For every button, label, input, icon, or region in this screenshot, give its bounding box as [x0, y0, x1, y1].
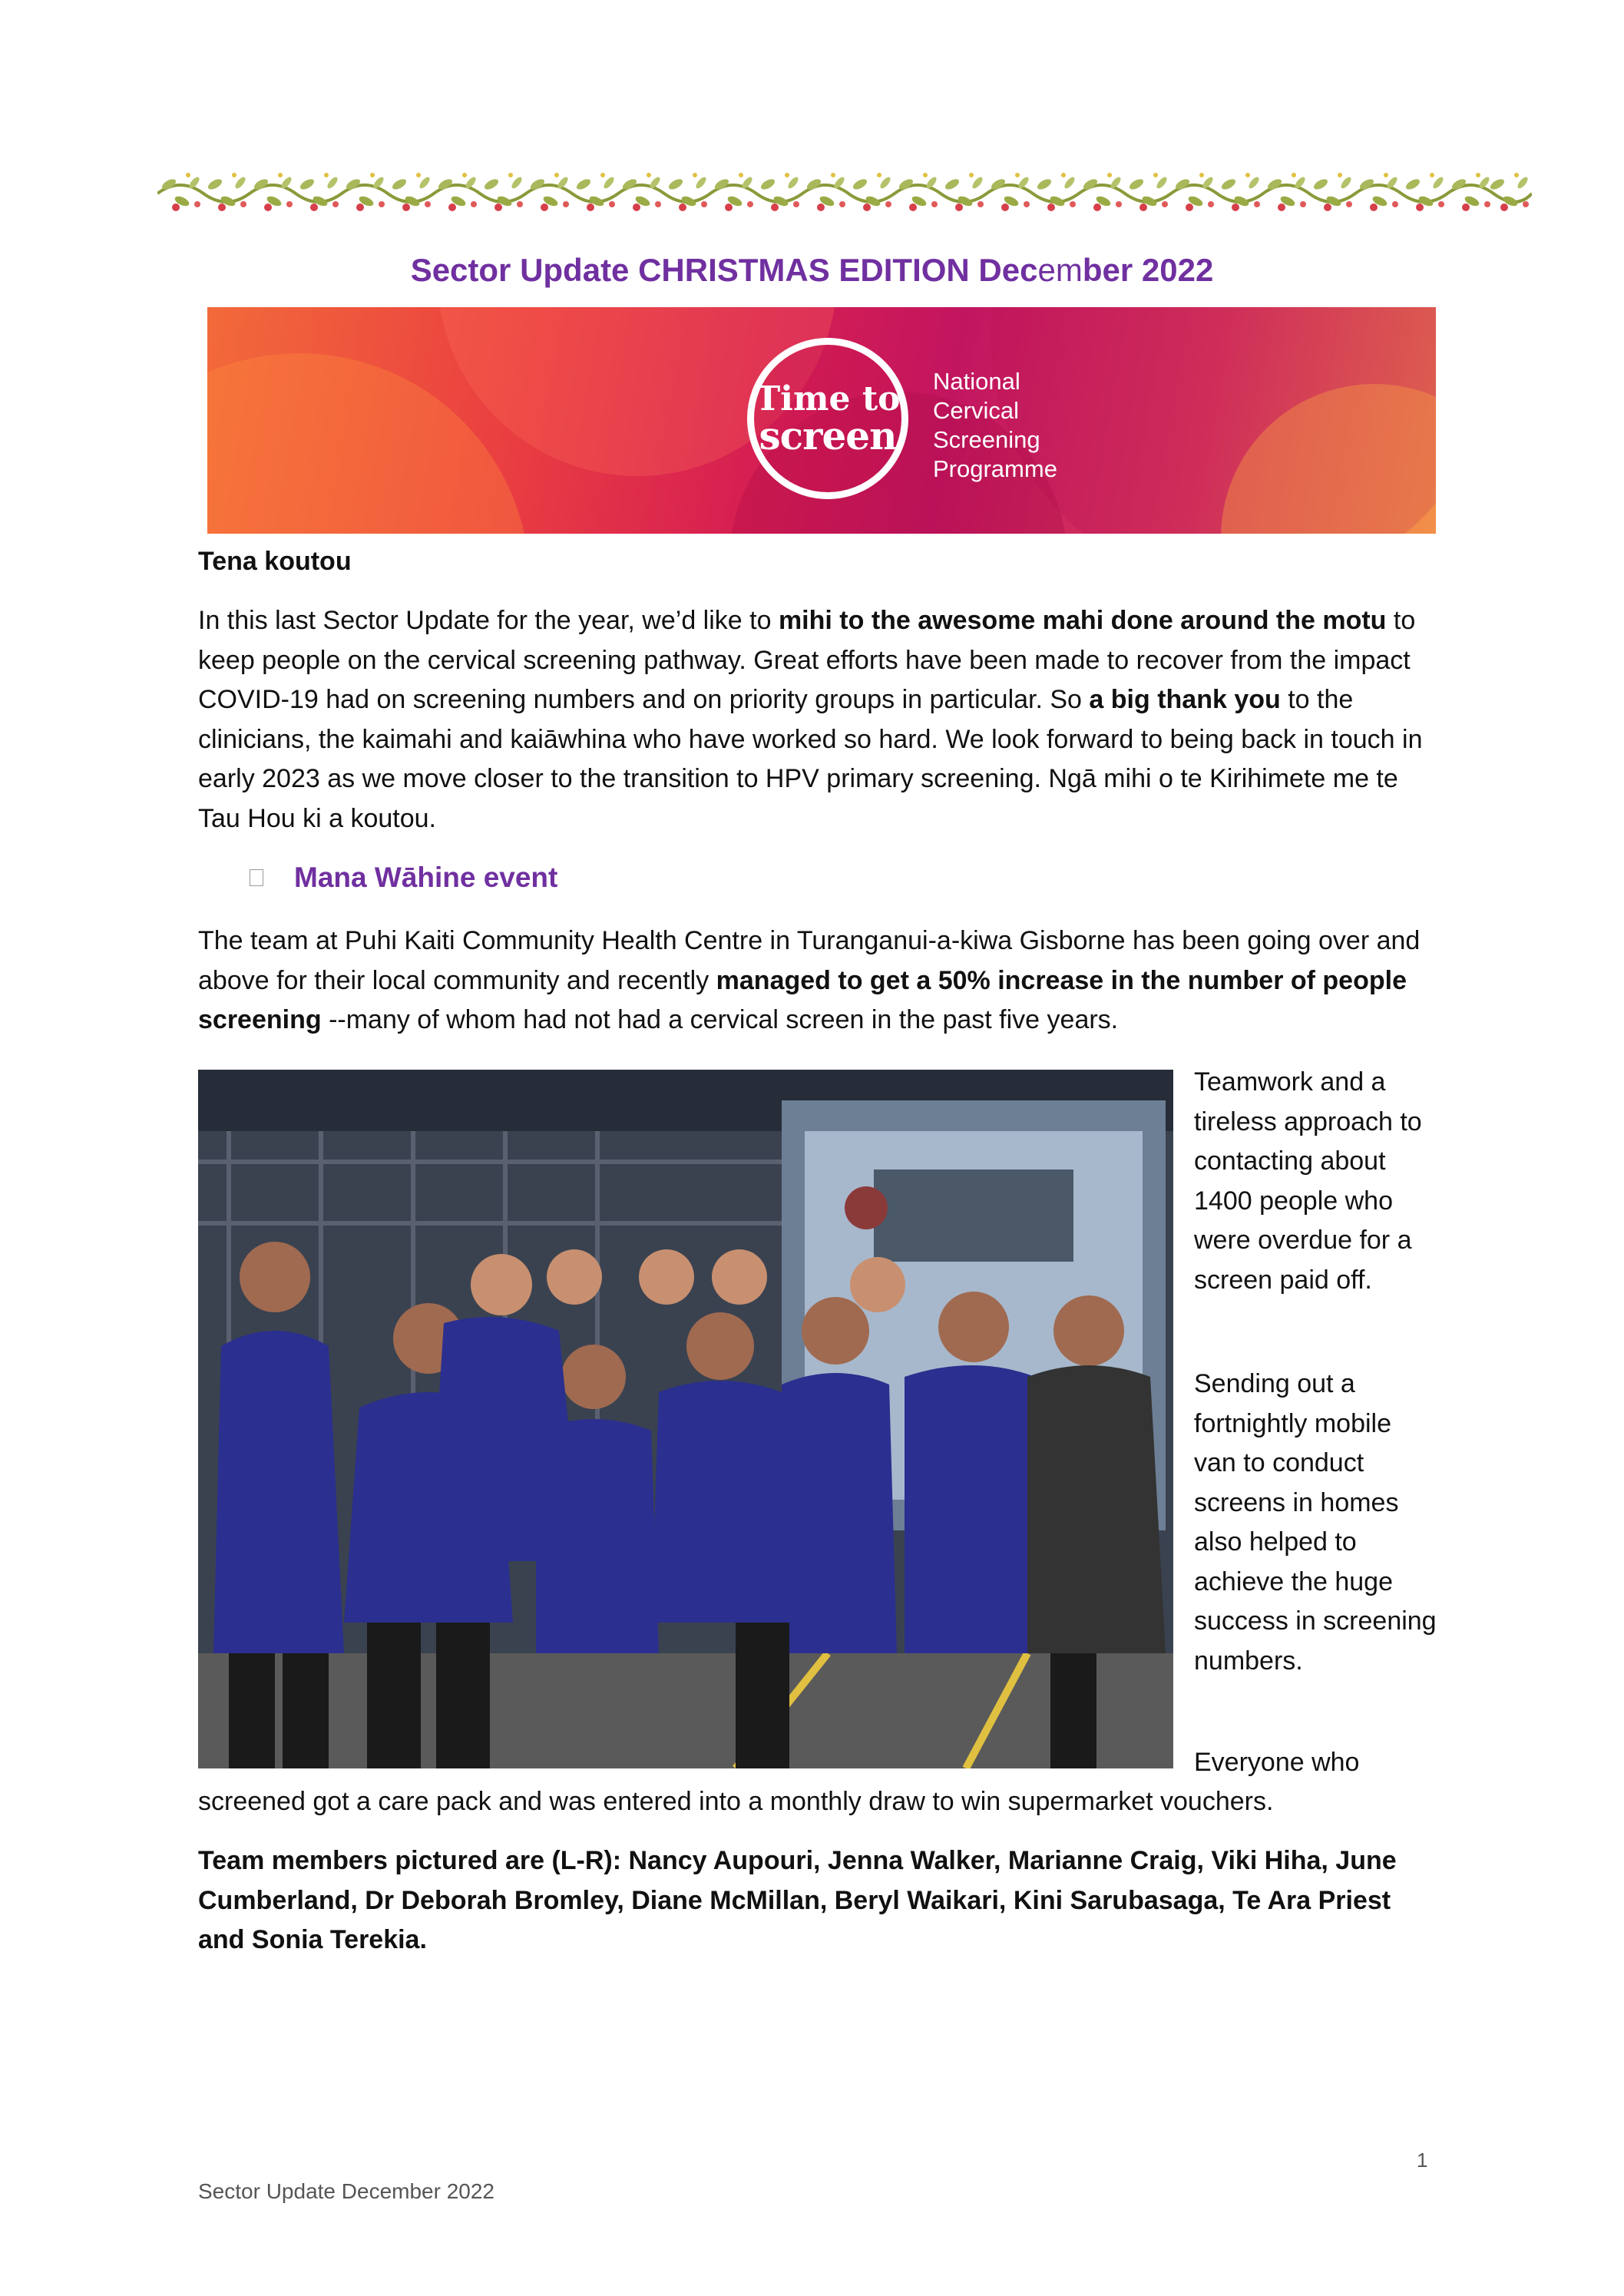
intro-bold-text: mihi to the awesome mahi done around the motu	[778, 606, 1387, 635]
intro-paragraph	[198, 601, 1434, 839]
title-part-c: ber 2022	[1082, 252, 1214, 288]
event-bold-text: managed to get a 50% increase in the number of people screening	[198, 965, 1407, 1034]
bullet-icon	[250, 869, 263, 886]
time-to-screen-logo	[747, 338, 908, 499]
page-number: 1	[1417, 2149, 1428, 2172]
team-caption: Team members pictured are (L-R): Nancy Aupouri, Jenna Walker, Marianne Craig, Viki Hiha, June Cumberland, Dr Deborah Bromley, Diane McMillan, Beryl Waikari, Kini Sarubasaga, Te Ara Priest and Sonia Terekia.	[198, 1846, 1397, 1954]
logo-line-2: screen	[759, 413, 897, 458]
intro-bold-text: a big thank you	[1089, 685, 1281, 714]
page-title	[0, 252, 1624, 289]
team-photo	[198, 1070, 1173, 1768]
event-text: The team at Puhi Kaiti Community Health Centre in Turanganui-a-kiwa Gisborne has been going over and above for their local community and recently	[198, 926, 1421, 995]
side-text-teamwork: Teamwork and a tireless approach to contacting about 1400 people who were overdue for a screen paid off.	[1194, 1067, 1422, 1295]
programme-name-line: National	[933, 368, 1020, 395]
programme-name-line: Programme	[933, 455, 1057, 482]
intro-text: In this last Sector Update for the year, we’d like to	[198, 606, 779, 635]
title-part-a: Sector Update CHRISTMAS EDITION Dec	[410, 252, 1038, 288]
event-paragraph	[198, 921, 1434, 1040]
programme-name-line: Cervical	[933, 397, 1019, 424]
intro-text: to the clinicians, the kaimahi and kaiāwhina who have worked so hard. We look forward to being back in touch in early 2023 as we move closer to the transition to HPV primary screening. Ngā mihi o te Kirihimete me te Tau Hou ki a koutou.	[198, 685, 1423, 833]
logo-line-1: Time to	[755, 379, 901, 419]
side-text-mobile-van: Sending out a fortnightly mobile van to conduct screens in homes also helped to achieve the huge success in screening numbers.	[1194, 1369, 1437, 1676]
programme-name-line: Screening	[933, 426, 1040, 453]
side-text-everyone: Everyone who	[1194, 1748, 1360, 1777]
section-title: Mana Wāhine event	[294, 862, 558, 893]
greeting: Tena koutou	[198, 547, 352, 576]
event-text: --many of whom had not had a cervical screen in the past five years.	[321, 1005, 1119, 1034]
programme-banner	[207, 307, 1436, 534]
intro-text: to keep people on the cervical screening pathway. Great efforts have been made to recover from the impact COVID-19 had on screening numbers and on priority groups in particular. So	[198, 606, 1416, 714]
care-pack-text: screened got a care pack and was entered into a monthly draw to win supermarket vouchers.	[198, 1787, 1274, 1816]
section-heading	[250, 862, 557, 894]
page-footer: Sector Update December 2022	[198, 2179, 494, 2203]
title-part-b: em	[1037, 252, 1083, 288]
holly-garland-decoration	[157, 154, 1532, 230]
programme-name	[933, 367, 1057, 484]
